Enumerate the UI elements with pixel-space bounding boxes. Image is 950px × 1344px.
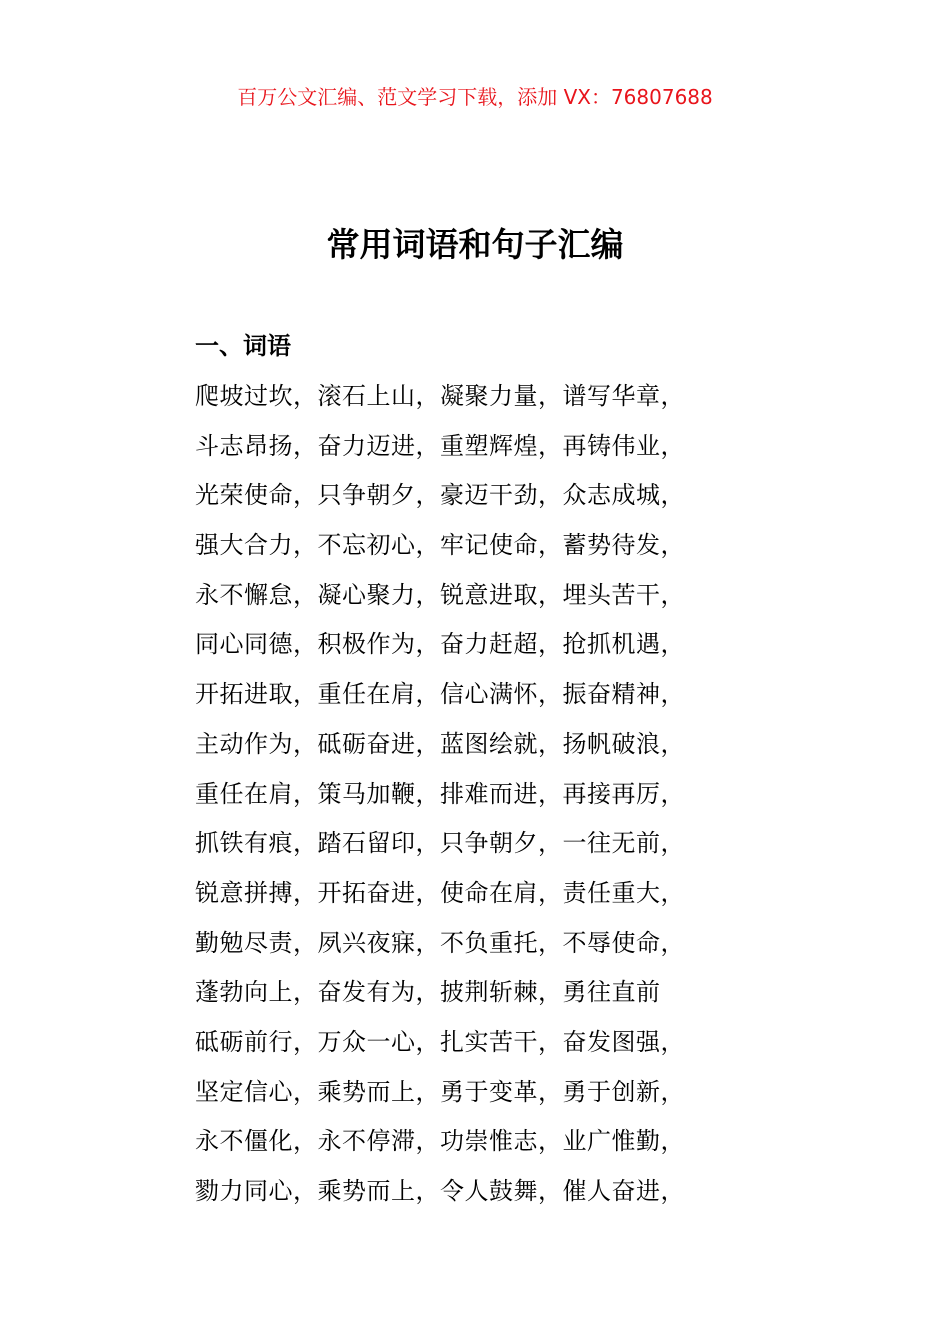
phrase-line: 主动作为，砥砺奋进，蓝图绘就，扬帆破浪， — [195, 729, 685, 758]
phrase-line: 重任在肩，策马加鞭，排难而进，再接再厉， — [195, 779, 685, 808]
phrase-line: 爬坡过坎，滚石上山，凝聚力量，谱写华章， — [195, 382, 685, 410]
phrase-line: 勤勉尽责，夙兴夜寐，不负重托，不辱使命， — [195, 928, 685, 957]
phrase-line: 永不懈怠，凝心聚力，锐意进取，埋头苦干， — [195, 580, 685, 609]
phrase-line: 坚定信心，乘势而上，勇于变革，勇于创新， — [195, 1077, 685, 1106]
phrase-line: 强大合力，不忘初心，牢记使命，蓄势待发， — [195, 531, 685, 560]
phrase-line: 蓬勃向上，奋发有为，披荆斩棘，勇往直前 — [195, 978, 661, 1007]
phrase-line: 斗志昂扬，奋力迈进，重塑辉煌，再铸伟业， — [195, 431, 685, 460]
header-note: 百万公文汇编、范文学习下载，添加 VX：76807688 — [237, 85, 713, 109]
phrase-list — [195, 372, 795, 1217]
phrase-line: 永不僵化，永不停滞，功崇惟志，业广惟勤， — [195, 1127, 685, 1156]
phrase-line: 开拓进取，重任在肩，信心满怀，振奋精神， — [195, 680, 685, 709]
phrase-line: 勠力同心，乘势而上，令人鼓舞，催人奋进， — [195, 1177, 685, 1205]
section-heading: 一、词语 — [195, 332, 291, 360]
phrase-line: 锐意拼搏，开拓奋进，使命在肩，责任重大， — [195, 878, 685, 907]
phrase-line: 光荣使命，只争朝夕，豪迈干劲，众志成城， — [195, 481, 685, 510]
page-title: 常用词语和句子汇编 — [326, 225, 624, 264]
phrase-line: 同心同德，积极作为，奋力赶超，抢抓机遇， — [195, 630, 685, 659]
phrase-line: 砥砺前行，万众一心，扎实苦干，奋发图强， — [195, 1027, 685, 1056]
phrase-line: 抓铁有痕，踏石留印，只争朝夕，一往无前， — [195, 829, 685, 858]
